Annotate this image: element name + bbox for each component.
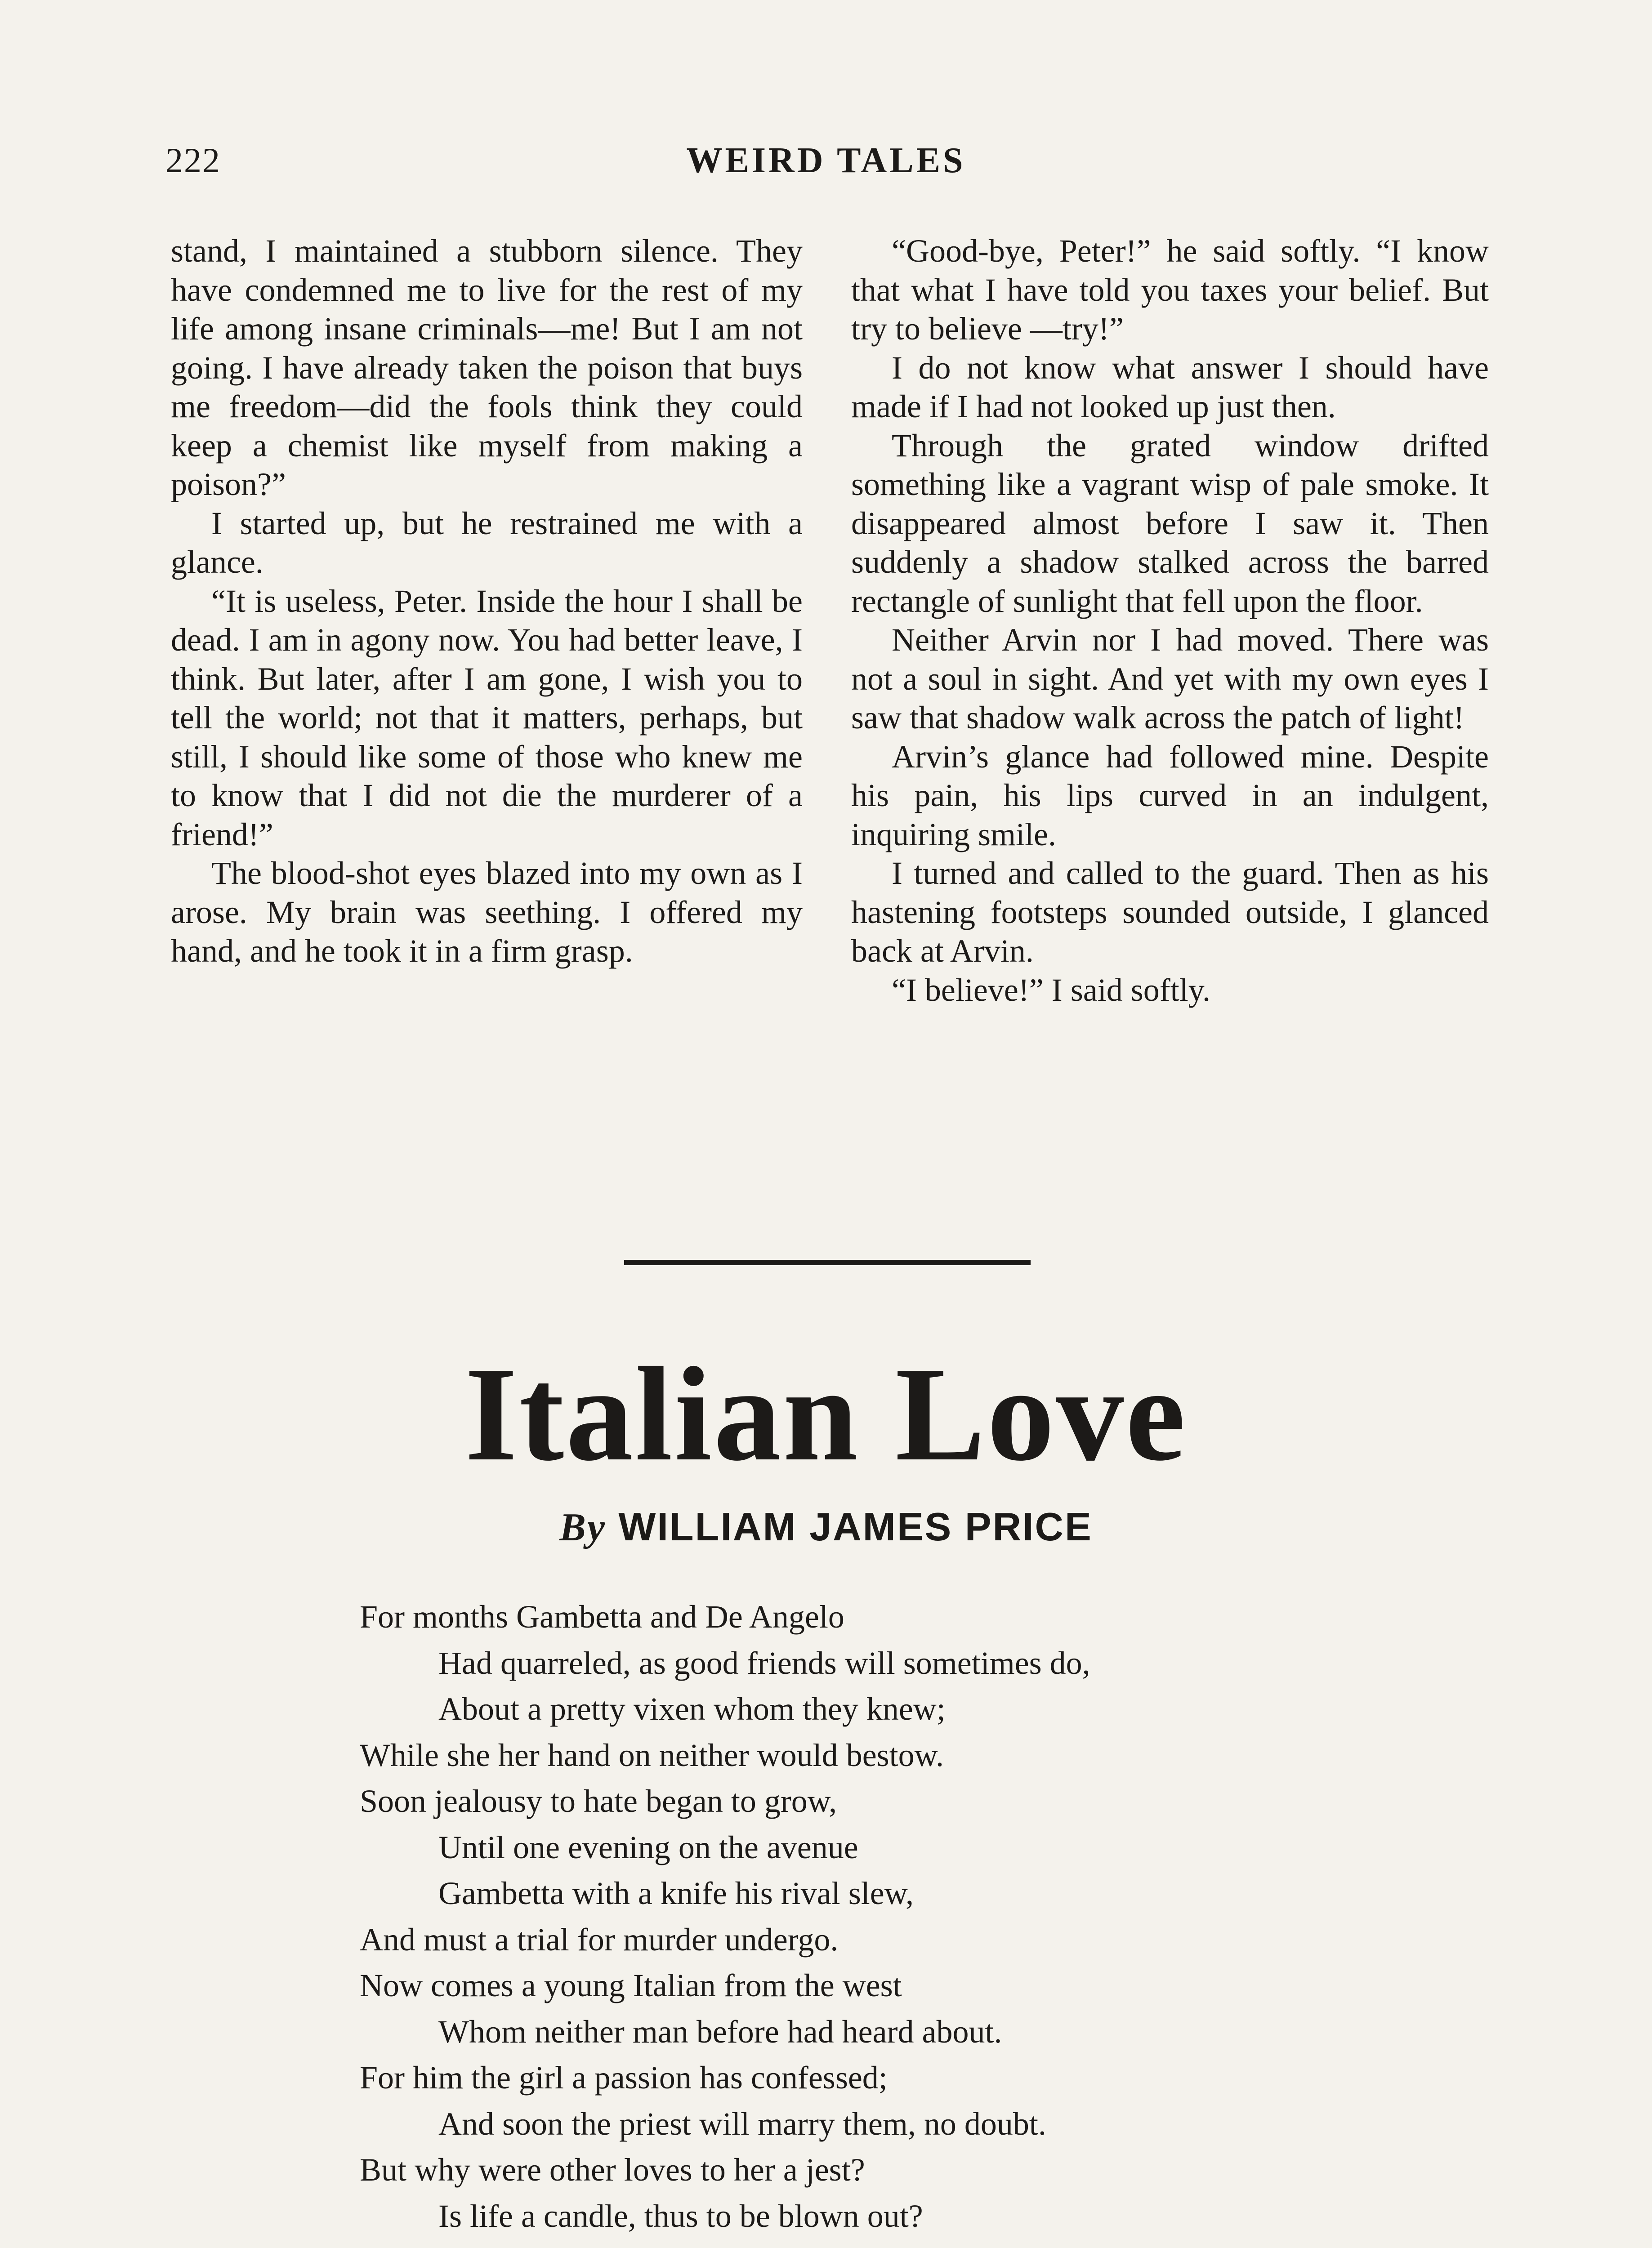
poem-line: For him the girl a passion has confessed; (360, 2060, 888, 2096)
poem-line: Now comes a young Italian from the west (360, 1967, 902, 2003)
paragraph: “Good-bye, Peter!” he said softly. “I know that what I have told you taxes your belief. But try to believe —try!” (851, 233, 1489, 347)
poem-line: And must a trial for murder undergo. (360, 1921, 839, 1958)
paragraph: “It is useless, Peter. Inside the hour I shall be dead. I am in agony now. You had better leave, I think. But later, after I am gone, I wish you to tell the world; not that it matters, perhaps, but still, I should like some of those who knew me to know that I did not die the murderer of a friend!” (171, 583, 803, 852)
poem-author: WILLIAM JAMES PRICE (618, 1504, 1093, 1549)
byline-prefix: By (559, 1506, 606, 1549)
paragraph: Through the grated window drifted something like a vagrant wisp of pale smoke. It disappeared almost before I saw it. Then suddenly a shadow stalked across the barred rectangle of sunlight that fell upon the floor. (851, 427, 1489, 619)
running-head (165, 140, 1487, 185)
magazine-title: WEIRD TALES (686, 141, 966, 180)
poem-line: Had quarreled, as good friends will sometimes do, (438, 1645, 1090, 1681)
paragraph: Neither Arvin nor I had moved. There was not a soul in sight. And yet with my own eyes I saw that shadow walk across the patch of light! (851, 622, 1489, 736)
poem-line: But why were other loves to her a jest? (360, 2152, 865, 2188)
poem-line: About a pretty vixen whom they knew; (438, 1691, 946, 1727)
paragraph: The blood-shot eyes blazed into my own as I arose. My brain was seething. I offered my hand, and he took it in a firm grasp. (171, 855, 803, 969)
poem-title: Italian Love (464, 1339, 1188, 1489)
poem-line: While she her hand on neither would bestow. (360, 1737, 944, 1773)
paragraph: Arvin’s glance had followed mine. Despite his pain, his lips curved in an indulgent, inquiring smile. (851, 738, 1489, 852)
poem-line: And soon the priest will marry them, no doubt. (438, 2105, 1046, 2142)
poem-line: Soon jealousy to hate began to grow, (360, 1783, 837, 1819)
poem-line: Gambetta with a knife his rival slew, (438, 1875, 914, 1911)
poem-line: Is life a candle, thus to be blown out? (438, 2198, 923, 2234)
left-text-column (171, 232, 803, 971)
section-divider (624, 1260, 1031, 1265)
paragraph: I do not know what answer I should have made if I had not looked up just then. (851, 349, 1489, 424)
paragraph: I turned and called to the guard. Then as his hastening footsteps sounded outside, I glanced back at Arvin. (851, 855, 1489, 969)
paragraph: stand, I maintained a stubborn silence. They have condemned me to live for the rest of my life among insane criminals—me! But I am not going. I have already taken the poison that buys me freedom—did the fools think they could keep a chemist like myself from making a poison?” (171, 233, 803, 502)
right-text-column (851, 232, 1489, 1009)
poem-line: Until one evening on the avenue (438, 1829, 858, 1865)
poem-line: For months Gambetta and De Angelo (360, 1599, 844, 1635)
poem-line: Whom neither man before had heard about. (438, 2013, 1002, 2050)
paragraph: I started up, but he restrained me with a glance. (171, 505, 803, 580)
page-number: 222 (165, 141, 221, 180)
paragraph: “I believe!” I said softly. (892, 972, 1211, 1008)
poem-body (360, 1594, 1394, 2239)
poem-byline (0, 1504, 1652, 1550)
